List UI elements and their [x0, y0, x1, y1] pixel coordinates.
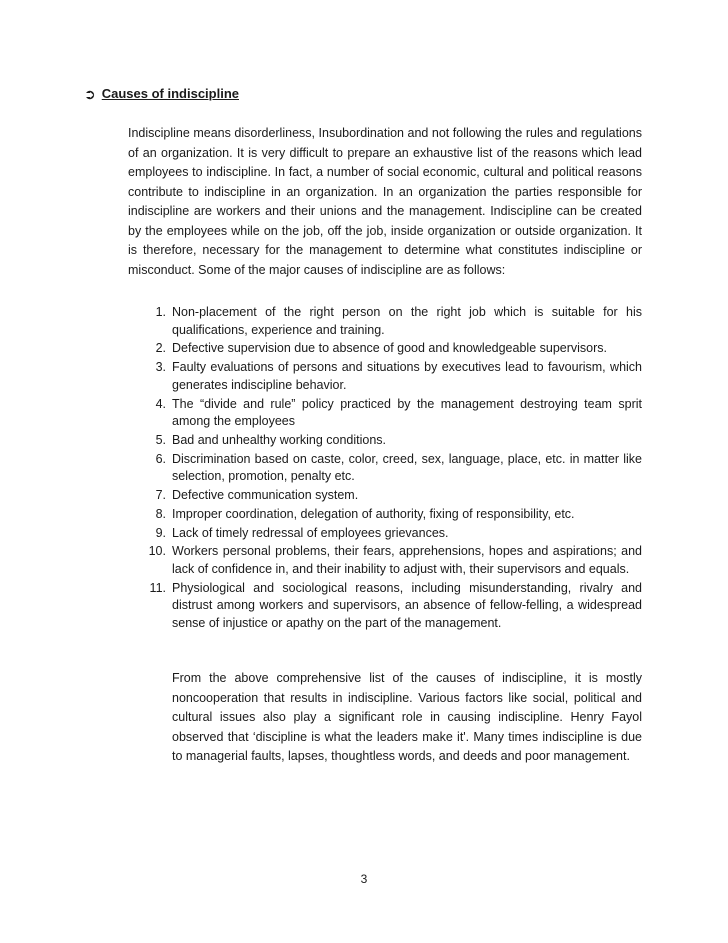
list-item-text: Bad and unhealthy working conditions. [172, 432, 387, 447]
list-item-number: 11. [149, 580, 166, 595]
list-item-text: Discrimination based on caste, color, creed, sex, language, place, etc. in matter like selection, promotion, penalty etc. [172, 451, 642, 484]
list-item-text: Improper coordination, delegation of authority, fixing of responsibility, etc. [172, 506, 575, 521]
list-item-number: 2. [155, 341, 166, 356]
list-item-text: Lack of timely redressal of employees grievances. [172, 525, 449, 540]
list-item-number: 9. [155, 525, 166, 540]
list-item-number: 1. [155, 305, 166, 319]
list-item [128, 580, 642, 633]
list-item-number: 7. [155, 488, 166, 503]
list-item [128, 506, 642, 524]
list-item [128, 451, 642, 486]
causes-list [128, 304, 642, 634]
closing-paragraph: From the above comprehensive list of the causes of indiscipline, it is mostly noncooperation that results in indiscipline. Various factors like social, political and cultural issues also play a significant role in causing indiscipline. Henry Fayol observed that ‘discipline is what the leaders make it'. Many times indiscipline is due to managerial faults, lapses, thoughtless words, and deeds and poor management. [172, 671, 642, 763]
list-item [128, 525, 642, 543]
list-item-text: Non-placement of the right person on the right job which is suitable for his qualifications, experience and training. [172, 305, 642, 337]
list-item [128, 340, 642, 358]
list-item-text: Physiological and sociological reasons, including misunderstanding, rivalry and distrust among workers and supervisors, an absence of fellow-felling, a widespread sense of injustice or apathy on the part of the management. [172, 580, 642, 630]
list-item [128, 543, 642, 578]
list-item-number: 8. [155, 506, 166, 521]
list-item [128, 359, 642, 394]
section-heading [84, 86, 239, 101]
list-item-number: 10. [148, 544, 166, 559]
list-item-number: 5. [155, 432, 166, 447]
arrow-right-icon: ➲ [84, 85, 96, 102]
section-title: Causes of indiscipline [101, 86, 239, 101]
list-item-text: Faulty evaluations of persons and situations by executives lead to favourism, which generates indiscipline behavior. [172, 360, 642, 392]
list-item-number: 4. [155, 396, 166, 411]
list-item-number: 6. [155, 451, 166, 466]
list-item [128, 432, 642, 450]
list-item-text: Defective communication system. [172, 488, 359, 503]
list-item [128, 396, 642, 431]
intro-paragraph: Indiscipline means disorderliness, Insubordination and not following the rules and regulations of an organization. It is very difficult to prepare an exhaustive list of the reasons which lead employees to indiscipline. In fact, a number of social economic, cultural and political reasons contribute to indiscipline in an organization. In an organization the parties responsible for indiscipline are workers and their unions and the management. Indiscipline can be created by the employees while on the job, off the job, inside organization or outside organization. It is therefore, necessary for the management to determine what constitutes indiscipline or misconduct. Some of the major causes of indiscipline are as follows: [128, 126, 642, 277]
page-number: 3 [360, 872, 368, 886]
list-item-text: Defective supervision due to absence of good and knowledgeable supervisors. [172, 341, 607, 356]
list-item [128, 487, 642, 505]
list-item-text: The “divide and rule” policy practiced by the management destroying team sprit among the employees [172, 396, 642, 429]
list-item [128, 304, 642, 339]
list-item-text: Workers personal problems, their fears, apprehensions, hopes and aspirations; and lack of confidence in, and their inability to adjust with, their supervisors and equals. [172, 544, 642, 576]
list-item-number: 3. [155, 360, 166, 375]
